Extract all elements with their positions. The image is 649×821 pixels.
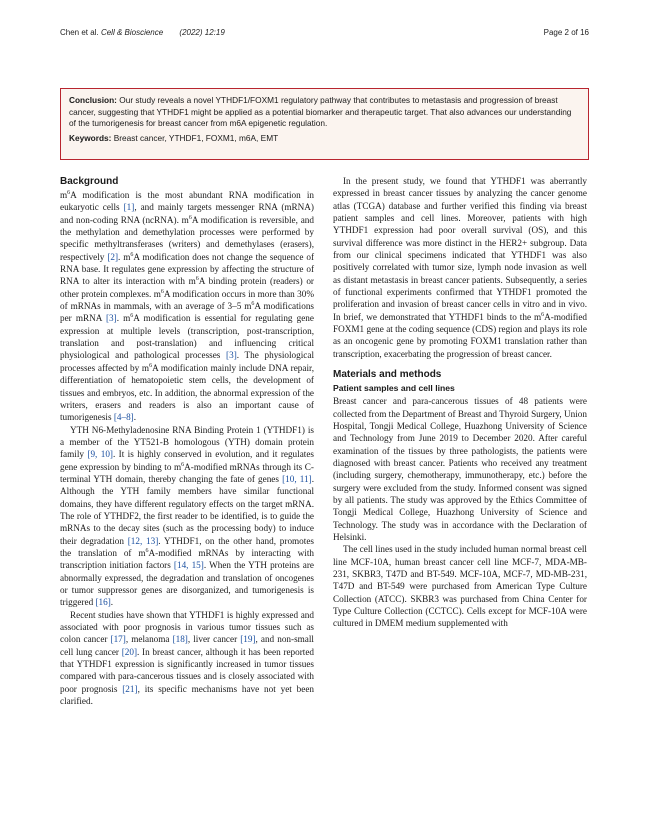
- citation-link[interactable]: [19]: [240, 634, 256, 645]
- citation-link[interactable]: [2]: [107, 251, 119, 262]
- background-paragraph-3: Recent studies have shown that YTHDF1 is highly expressed and associated with poor prognosis in various tumor tissues such as colon cancer [17], melanoma [18], liver cancer [19], and non-small cell lung cancer [20]. In breast cancer, although it has been reported that YTHDF1 expression is significantly increased in tumor tissues compared with para-cancerous tissues and is closely associated with poor prognosis [21], its specific mechanisms have not yet been clarified.: [60, 609, 314, 707]
- citation-link[interactable]: [20]: [121, 646, 138, 657]
- citation-link[interactable]: [1]: [123, 202, 135, 213]
- keywords-label: Keywords:: [69, 132, 112, 143]
- citation-link[interactable]: [10, 11]: [282, 473, 312, 484]
- keywords-line: [69, 133, 580, 145]
- background-heading: Background: [60, 176, 119, 187]
- background-paragraph-2: YTH N6-Methyladenosine RNA Binding Protein 1 (YTHDF1) is a member of the YT521-B homologous (YTH) domain protein family [9, 10]. It is highly conserved in evolution, and it regulates gene expression by binding to $m^6A$-modified mRNAs through its C-terminal YTH domain, thereby changing the fate of genes [10, 11]. Although the YTH family members have similar functional domains, they have different regulatory effects on the target mRNA. The role of YTHDF2, the first reader to be identified, is to guide the mRNAs to the decay sites (such as the processing body) to induce their degradation [12, 13]. YTHDF1, on the other hand, promotes the translation of $m^6A$-modified mRNAs by interacting with transcription initiation factors [14, 15]. When the YTH proteins are abnormally expressed, the degradation and translation of oncogenes or tumor suppressor genes are disorganized, and tumorigenesis is triggered [16].: [60, 424, 314, 608]
- citation-link[interactable]: [21]: [122, 683, 138, 694]
- conclusion-label: Conclusion:: [69, 95, 117, 105]
- page-number: Page 2 of 16: [543, 28, 589, 37]
- left-column: [60, 175, 314, 707]
- citation-link[interactable]: [17]: [110, 634, 126, 645]
- citation-link[interactable]: [16]: [95, 597, 111, 608]
- methods-paragraph-1: Breast cancer and para-cancerous tissues of 48 patients were collected from the Department of Breast and Thyroid Surgery, Union Hospital, Tongji Medical College, Huazhong University of Science and Technology from June 2019 to December 2020. After careful examination of the tissues by three pathologists, the patients were diagnosed with breast cancer. Patients who received any treatment (including surgery, chemotherapy, immunotherapy, etc.) before the surgery were excluded from the study. Informed consent was signed by all patients. The study was approved by the Ethics Committee of Tongji Medical College, Huazhong University of Science and Technology. The study was in accordance with the Declaration of Helsinki.: [333, 396, 587, 542]
- right-column: [333, 175, 587, 630]
- citation-link[interactable]: [3]: [226, 350, 237, 361]
- header-year-volume: (2022) 12:19: [179, 28, 225, 37]
- methods-heading: Materials and methods: [333, 369, 442, 381]
- methods-paragraph-2: The cell lines used in the study included human normal breast cell line MCF-10A, human breast cancer cell line MCF-7, MDA-MB-231, SKBR3, T47D and BT-549. MCF-10A, MCF-7, MD-MB-231, T47D and BT-549 were purchased from American Type Culture Collection (ATCC). SKBR3 was purchased from China Center for Type Culture Collection (CCTCC). Cells except for MCF-10A were cultured in DMEM medium supplemented with: [333, 544, 587, 629]
- running-header-left: [60, 28, 225, 37]
- conclusion-box: [60, 88, 589, 160]
- patient-samples-subheading: Patient samples and cell lines: [333, 383, 455, 394]
- conclusion-paragraph: [69, 95, 580, 130]
- citation-link[interactable]: [3]: [105, 313, 117, 324]
- citation-link[interactable]: [14, 15]: [173, 560, 204, 571]
- header-journal: Cell & Bioscience: [100, 28, 164, 37]
- citation-link[interactable]: [4–8]: [113, 412, 134, 423]
- conclusion-text: Our study reveals a novel YTHDF1/FOXM1 regulatory pathway that contributes to metastasis and progression of breast cancer, suggesting that YTHDF1 might be applied as a potential biomarker and therapeutic target. That also advances our understanding of the tumorigenesis for breast cancer from m6A epigenetic regulation.: [69, 95, 572, 128]
- header-authors: Chen et al.: [60, 28, 99, 37]
- keywords-text: Breast cancer, YTHDF1, FOXM1, m6A, EMT: [113, 132, 279, 143]
- background-paragraph-4: In the present study, we found that YTHDF1 was aberrantly expressed in breast cancer tissues by analyzing the cancer genome atlas (TCGA) database and further verified this finding via breast patient samples and cell lines. Moreover, patients with high YTHDF1 expression had poor overall survival (OS), and this survival difference was more distinct in the HER2+ subgroup. Data from our clinical specimens indicated that YTHDF1 was also positively correlated with tumor size, lymph node invasion as well as distant metastasis in breast cancer patients. Subsequently, a series of functional experiments confirmed that YTHDF1 promoted the proliferation and invasion of breast cancer cells in vitro and in vivo. In brief, we demonstrated that YTHDF1 binds to the $m^6A$-modified FOXM1 gene at the coding sequence (CDS) region and plays its role as an oncogenic gene by promoting FOXM1 translation rather than transcription, exacerbating the progression of breast cancer.: [333, 176, 587, 359]
- citation-link[interactable]: [18]: [172, 634, 188, 645]
- citation-link[interactable]: [12, 13]: [127, 535, 159, 546]
- citation-link[interactable]: [9, 10]: [87, 449, 113, 460]
- background-paragraph-1: $m^6A$ modification is the most abundant RNA modification in eukaryotic cells [1], and mainly targets messenger RNA (mRNA) and non-coding RNA (ncRNA). $m^6A$ modification is reversible, and the methylation and demethylation processes were performed by specific methyltransferases (writers) and demethylases (erasers), respectively [2]. $m^6A$ modification does not change the sequence of RNA base. It regulates gene expression by affecting the structure of RNA to alter its interaction with $m^6A$ binding protein (readers) or other protein complexes. $m^6A$ modification occurs in more than 30% of mRNAs in mammals, with an average of 3–5 $m^6A$ modifications per mRNA [3]. $m^6A$ modification is essential for regulating gene expression at multiple levels (transcription, post-transcription, translation and post-translation) and influencing critical physiological and pathological processes [3]. The physiological processes affected by $m^6A$ modification mainly include DNA repair, differentiation of hematopoietic stem cells, the development of tissues and embryos, etc. In addition, the abnormal expression of the writers, erasers and readers is also an important cause of tumorigenesis [4–8].: [60, 189, 315, 423]
